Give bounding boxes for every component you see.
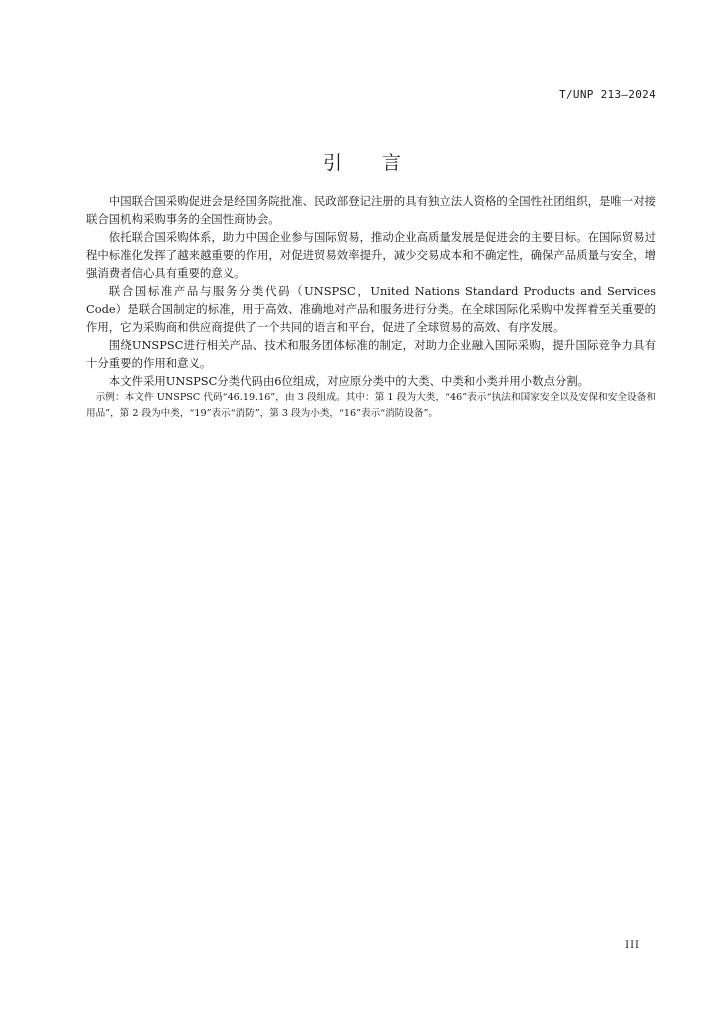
page-number: III: [625, 940, 640, 951]
paragraph-goal: 依托联合国采购体系，助力中国企业参与国际贸易，推动企业高质量发展是促进会的主要目标。在国际贸易过程中标准化发挥了越来越重要的作用，对促进贸易效率提升，减少交易成本和不确定性，确保产品质量与安全，增强消费者信心具有重要的意义。: [86, 230, 656, 280]
paragraph-organization: 中国联合国采购促进会是经国务院批准、民政部登记注册的具有独立法人资格的全国性社团组织，是唯一对接联合国机构采购事务的全国性商协会。: [86, 194, 656, 226]
document-code: T/UNP 213—2024: [559, 88, 656, 101]
section-title: 引言: [322, 152, 441, 174]
example-note: 示例：本文件 UNSPSC 代码“46.19.16”，由 3 段组成。其中：第 1 段为大类，“46”表示“执法和国家安全以及安保和安全设备和用品”，第 2 段为中类，“19”表示“消防”，第 3 段为小类，“16”表示“消防设备”。: [86, 392, 656, 419]
paragraph-unspsc: 联合国标准产品与服务分类代码（UNSPSC，United Nations Standard Products and Services Code）是联合国制定的标准，用于高效、准确地对产品和服务进行分类。在全球国际化采购中发挥着至关重要的作用，它为采购商和供应商提供了一个共同的语言和平台，促进了全球贸易的高效、有序发展。: [86, 284, 656, 334]
paragraph-standards: 围绕UNSPSC进行相关产品、技术和服务团体标准的制定，对助力企业融入国际采购，提升国际竞争力具有十分重要的作用和意义。: [86, 338, 656, 370]
paragraph-code-structure: 本文件采用UNSPSC分类代码由6位组成，对应原分类中的大类、中类和小类并用小数点分割。: [108, 374, 590, 388]
document-body: [86, 192, 656, 422]
